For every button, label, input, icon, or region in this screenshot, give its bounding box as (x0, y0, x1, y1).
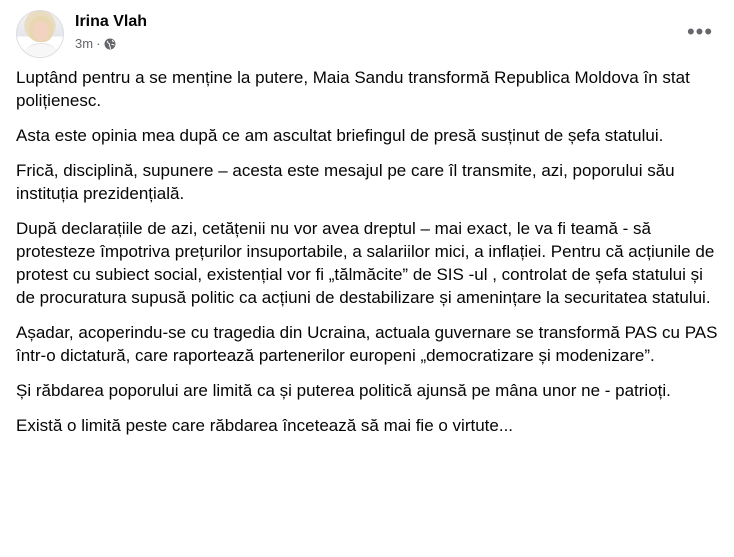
post-paragraph: Frică, disciplină, supunere – acesta este mesajul pe care îl transmite, azi, poporului său instituția prezidențială. (16, 161, 675, 203)
avatar[interactable] (16, 10, 64, 58)
post-header (16, 10, 718, 62)
more-horizontal-icon: ••• (686, 19, 714, 44)
post-text (16, 66, 726, 449)
separator-dot: · (96, 36, 101, 51)
globe-icon[interactable] (104, 38, 116, 50)
post-subline (75, 36, 147, 52)
post-paragraph: După declarațiile de azi, cetățenii nu vor avea dreptul – mai exact, le va fi teamă - să protesteze împotriva prețurilor insuportabile, a salariilor mici, a inflației. Pentru că acțiunile de protest cu subiect social, existențial vor fi „tălmăcite” de SIS -ul , controlat de șefa statului și de procuratura supusă politic ca acțiuni de destabilizare și amenințare la securitatea statului. (16, 219, 715, 307)
post-paragraph: Așadar, acoperindu-se cu tragedia din Ucraina, actuala guvernare se transformă PAS cu PAS într-o dictatură, care raportează partenerilor europeni „democratizare și modenizare”. (16, 323, 718, 365)
post-paragraph: Există o limită peste care răbdarea încetează să mai fie o virtute... (16, 416, 514, 435)
post-meta (75, 11, 147, 52)
more-options-button[interactable] (682, 14, 718, 50)
post-paragraph: Și răbdarea poporului are limită ca și puterea politică ajunsă pe mâna unor ne - patrioți. (16, 381, 671, 400)
author-name[interactable]: Irina Vlah (75, 13, 148, 30)
post-paragraph: Luptând pentru a se menține la putere, Maia Sandu transformă Republica Moldova în stat polițienesc. (16, 68, 690, 110)
post-paragraph: Asta este opinia mea după ce am ascultat briefingul de presă susținut de șefa statului. (16, 126, 664, 145)
post-timestamp[interactable]: 3m (75, 36, 94, 51)
